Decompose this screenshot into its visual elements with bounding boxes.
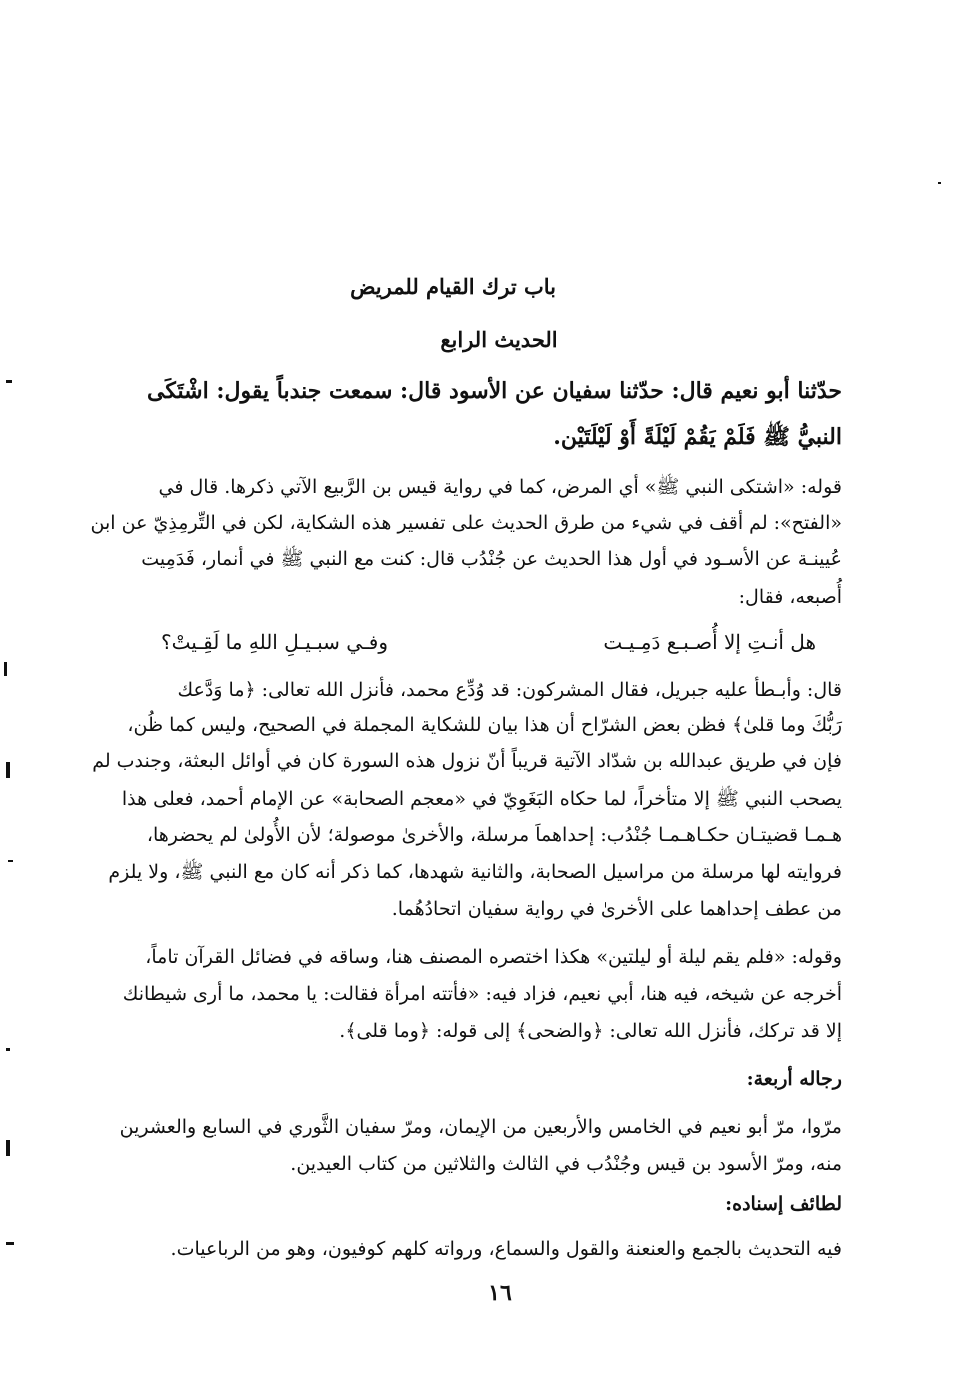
text-line: عُيينـة عن الأسـود في أول هذا الحديث عن جُنْدُب قال: كنت مع النبي ﷺ في أنمار، فَدَمِيت	[141, 548, 842, 570]
lataif-heading: لطائف إسناده:	[725, 1193, 842, 1215]
scan-mark	[6, 762, 10, 778]
text-line: رَبُّكَ وما قلىٰ﴾ فظن بعض الشرّاح أن هذا بيان للشكاية المجملة في الصحيح، وليس كما ظُن،	[127, 714, 842, 736]
lataif-text: فيه التحديث بالجمع والعنعنة والقول والسماع، ورواته كلهم كوفيون، وهو من الرباعيات.	[170, 1238, 842, 1260]
verse-hemistich-right: هل أنـتِ إلا أُصـبـع دَمِـيـت	[603, 630, 816, 654]
text-line: هـمـا قضيتـان حكـاهـمـا جُنْدُب: إحداهماَ مرسلة، والأخرىٰ موصولة؛ لأن الأُولىٰ لم يحضرها،	[146, 824, 842, 846]
text-line: «الفتح»: لم أقف في شيء من طرق الحديث على تفسير هذه الشكاية، لكن في التِّرمِذِيّ عن ابن	[90, 512, 842, 534]
chapter-title: باب ترك القيام للمريض	[350, 274, 556, 299]
scan-mark	[6, 380, 12, 383]
scan-mark	[6, 1242, 14, 1245]
text-line: قال: وأبـطأ عليه جبريل، فقال المشركون: قد وُدِّع محمد، فأنزل الله تعالى: ﴿ما وَدَّعك	[177, 679, 842, 701]
hadith-line: حدّثنا أبو نعيم قال: حدّثنا سفيان عن الأسود قال: سمعت جندباً يقول: اشْتَكَى	[147, 378, 842, 404]
hadith-line: النبيُّ ﷺ فَلَمْ يَقُمْ لَيْلَةً أَوْ لَيْلَتَيْن.	[553, 424, 842, 450]
hadith-title: الحديث الرابع	[440, 327, 558, 352]
text-line: مرّوا، مرّ أبو نعيم في الخامس والأربعين من الإيمان، ومرّ سفيان الثَّوري في السابع والعشرين	[119, 1116, 842, 1138]
text-line: فروايته لها مرسلة من مراسيل الصحابة، والثانية شهدها، كما ذكر أنه كان مع النبي ﷺ، ولا يلزم	[108, 861, 842, 883]
text-line: يصحب النبي ﷺ إلا متأخراً، لما حكاه البَغَوِيّ في «معجم الصحابة» عن الإمام أحمد، فعلى هذا	[121, 788, 842, 810]
verse-hemistich-left: وفـي سبـيـلِ اللهِ ما لَقِـيتْ؟	[160, 630, 388, 654]
text-line: فإن في طريق عبدالله بن شدّاد الآتية قريباً أنّ نزول هذه السورة كان في أوائل البعثة، وجندب لم	[92, 750, 842, 772]
scan-mark	[4, 662, 7, 676]
scan-mark	[6, 1140, 10, 1156]
page-number: ١٦	[488, 1280, 512, 1306]
scan-mark	[8, 860, 13, 862]
text-line: أُصبعه، فقال:	[738, 586, 842, 608]
scan-mark	[938, 182, 941, 184]
text-line: إلا قد تركك، فأنزل الله تعالى: ﴿والضحى﴾ إلى قوله: ﴿وما قلى﴾.	[339, 1020, 842, 1042]
rijal-heading: رجاله أربعة:	[746, 1068, 842, 1090]
scan-mark	[6, 1048, 10, 1051]
text-line: من عطف إحداهما على الأخرىٰ في رواية سفيان اتحادُهُما.	[391, 898, 842, 920]
text-line: قوله: «اشتكى النبي ﷺ» أي المرض، كما في رواية قيس بن الرَّبيع الآتي ذكرها. قال في	[158, 476, 842, 498]
text-line: أخرجه عن شيخه، فيه هنا، أبي نعيم، فزاد فيه: «فأتته امرأة فقالت: يا محمد، ما أرى شيطانك	[122, 983, 842, 1005]
text-line: منه، ومرّ الأسود بن قيس وجُنْدُب في الثالث والثلاثين من كتاب العيدين.	[290, 1153, 842, 1175]
text-line: وقوله: «فلم يقم ليلة أو ليلتين» هكذا اختصره المصنف هنا، وساقه في فضائل القرآن تاماً،	[145, 946, 842, 968]
